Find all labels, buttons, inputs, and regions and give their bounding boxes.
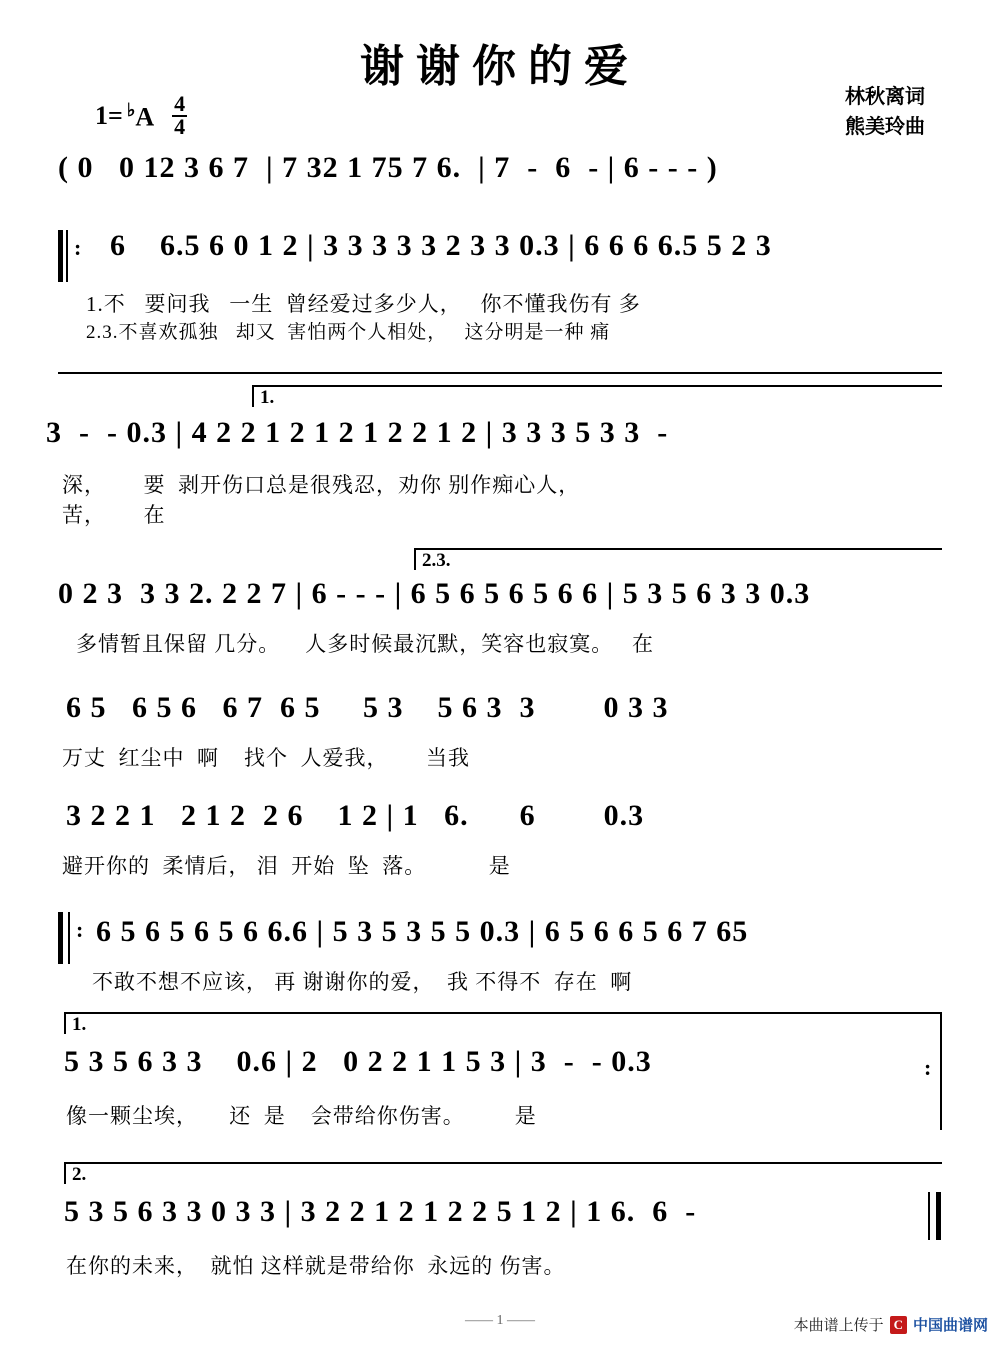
line-5-notes: 3 2 2 1 2 1 2 2 6 1 2 | 1 6. 6 0.3 [66, 799, 645, 832]
line-3-lyrics: 多情暂且保留 几分。 人多时候最沉默，笑容也寂寞。 在 [76, 632, 654, 656]
footer-text: 本曲谱上传于 [793, 1318, 884, 1334]
composer: 熊美玲曲 [845, 116, 925, 138]
ending-bracket-2b-top [64, 1162, 942, 1164]
line-1-lyrics-verse1: 1.不 要问我 一生 曾经爱过多少人， 你不懂我伤有 多 [86, 292, 641, 316]
ending-bracket-23-top [414, 548, 942, 550]
line-2-lyrics-verse2: 苦， 在 [62, 503, 166, 527]
line-7-lyrics: 像一颗尘埃， 还 是 会带给你伤害。 是 [66, 1104, 537, 1128]
line-2-notes: 3 - - 0.3 | 4 2 2 1 2 1 2 1 2 2 1 2 | 3 3 3 5 3 3 - [46, 416, 669, 449]
meter-denominator: 4 [174, 113, 186, 139]
repeat-end-dots: : [924, 1055, 932, 1080]
intro-notes: ( 0 0 12 3 6 7 | 7 32 1 75 7 6. | 7 - 6 - | 6 - - - ) [58, 151, 718, 184]
ending-bracket-1b-label: 1. [72, 1014, 87, 1035]
line-6-lyrics: 不敢不想不应该， 再 谢谢你的爱， 我 不得不 存在 啊 [92, 970, 633, 994]
line-8-notes: 5 3 5 6 3 3 0 3 3 | 3 2 2 1 2 1 2 2 5 1 2 | 1 6. 6 - [64, 1195, 697, 1228]
repeat-barline-thick [58, 230, 63, 282]
ending-bracket-line [252, 385, 254, 407]
line-5-lyrics: 避开你的 柔情后， 泪 开始 坠 落。 是 [62, 854, 511, 878]
key-signature [95, 91, 187, 139]
line-3-notes: 0 2 3 3 3 2. 2 2 7 | 6 - - - | 6 5 6 5 6 5 6 6 | 5 3 5 6 3 3 0.3 [58, 577, 811, 610]
repeat-barline-2 [68, 912, 70, 964]
page-title: 谢谢你的爱 [360, 42, 640, 91]
repeat-barline [66, 230, 68, 282]
key-value: ♭A [126, 99, 155, 132]
ending-bracket-1-label: 1. [260, 387, 275, 408]
line-1-notes: 6 6.5 6 0 1 2 | 3 3 3 3 3 2 3 3 0.3 | 6 6 6 6.5 5 2 3 [110, 229, 772, 262]
repeat-dots-2: : [76, 917, 84, 942]
meter-numerator: 4 [174, 91, 186, 116]
repeat-dots: : [74, 235, 82, 260]
section-divider-1 [58, 372, 942, 374]
final-barline-thick [936, 1192, 941, 1240]
ending-bracket-1b-top [64, 1012, 942, 1014]
time-signature [172, 91, 187, 139]
line-4-lyrics: 万丈 红尘中 啊 找个 人爱我， 当我 [62, 746, 470, 770]
final-barline-thin [928, 1192, 930, 1240]
lyricist: 林秋离词 [845, 86, 925, 108]
line-2-lyrics-verse1: 深， 要 剥开伤口总是很残忍，劝你 别作痴心人， [62, 473, 581, 497]
site-name[interactable]: 中国曲谱网 [912, 1318, 988, 1334]
line-4-notes: 6 5 6 5 6 6 7 6 5 5 3 5 6 3 3 0 3 3 [66, 691, 669, 724]
ending-bracket-2b-label: 2. [72, 1164, 87, 1185]
ending-bracket-1b-right [940, 1012, 942, 1130]
page-number: —— 1 —— [465, 1313, 535, 1328]
site-logo-icon: C [890, 1316, 907, 1334]
repeat-barline-thick-2 [58, 912, 63, 964]
credits [845, 82, 925, 142]
ending-bracket-1b-line [64, 1012, 66, 1034]
line-6-notes: 6 5 6 5 6 5 6 6.6 | 5 3 5 3 5 5 0.3 | 6 5 6 6 5 6 7 65 [96, 915, 749, 948]
line-7-notes: 5 3 5 6 3 3 0.6 | 2 0 2 2 1 1 5 3 | 3 - - 0.3 [64, 1045, 652, 1078]
ending-bracket-23-label: 2.3. [422, 550, 451, 571]
key-prefix: 1= [95, 100, 123, 130]
footer-credit [794, 1314, 988, 1335]
ending-bracket-top [252, 385, 942, 387]
line-1-lyrics-verse2: 2.3.不喜欢孤独 却又 害怕两个人相处， 这分明是一种 痛 [86, 322, 611, 343]
ending-bracket-2b-line [64, 1162, 66, 1184]
line-8-lyrics: 在你的未来， 就怕 这样就是带给你 永远的 伤害。 [66, 1254, 566, 1278]
ending-bracket-23-line [414, 548, 416, 570]
